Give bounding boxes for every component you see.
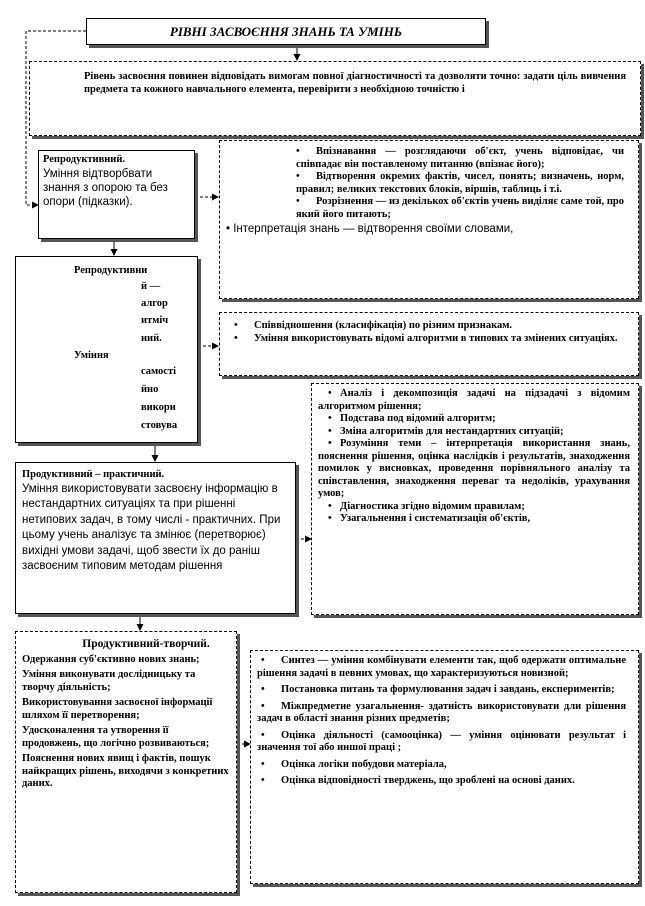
level3-activity-item: • Діагностика згідно відомим правилам; xyxy=(328,500,525,512)
level4-name: Продуктивний-творчий. xyxy=(82,638,210,650)
level2-name-line: алгор xyxy=(141,298,168,309)
level1-activity-item: • Розрізнення — из декількох об'єктів учень виділяє саме той, про який його питають; xyxy=(296,196,624,220)
level3-activity-item: • Подстава под відомий алгоритм; xyxy=(328,413,496,424)
level3-activity-item: • Розуміння теми – інтерпретація використання знань, пояснення рішення, оцінка наслідків і результатів, знаходження помилок у висновках, проведення порівняльного аналізу та співставлення, знаходження переваг та недоліків, урахування умов; xyxy=(318,438,630,499)
level4-activity-item: • Міжпредметне узагальнення- здатність використовувати дли рішення задач в області знання різних предметів; xyxy=(257,700,626,724)
level4-desc-line: Уміння виконувати дослідницьку та творчу діяльність; xyxy=(22,669,196,693)
level4-activity-item: • Оцінка логіки побудови матеріала, xyxy=(261,758,447,770)
intro-box xyxy=(29,61,641,136)
level2-activities-box xyxy=(219,312,639,376)
level4-desc-line: Удосконалення та утворення її продовжень, що логічно розвиваються; xyxy=(22,725,210,749)
level2-activity-item: • Співвідношення (класифікація) по різним признакам. xyxy=(234,320,512,331)
diagram-title: РІВНІ ЗАСВОЄННЯ ЗНАНЬ ТА УМІНЬ xyxy=(86,18,486,45)
intro-text: Рівень засвоєння повинен відповідать вимогам повної діагностичності та дозволяти точно: задати ціль вивчення предмета та кожного навчального елемента, перевірити з необхідною точністю і xyxy=(84,71,626,95)
level2-box xyxy=(15,256,198,443)
level3-activity-item: • Аналіз і декомпозиція задачі на підзадачі з відомим алгоритмом рішення; xyxy=(318,388,630,412)
level4-desc-line: Пояснення нових явищ і фактів, пошук найкращих рішень, виходячи з конкретних даних. xyxy=(22,753,229,789)
level2-name-line: самості xyxy=(141,366,177,377)
level1-box xyxy=(38,150,195,239)
level2-name-line: стовува xyxy=(141,420,178,431)
level2-name-line: Репродуктивни xyxy=(74,265,148,276)
level1-desc: Уміння відтворбвати знання з опорою та без опори (підказки). xyxy=(43,167,168,208)
level2-name-line: йно xyxy=(141,384,159,395)
level2-name-line: ний. xyxy=(141,333,162,344)
level1-interpretation: • Інтерпретація знань — відтворення своїми словами, xyxy=(226,223,514,235)
level3-activities-box xyxy=(311,383,639,615)
level4-activities-box xyxy=(250,650,639,884)
level4-desc-line: Одержання суб'єктивно нових знань; xyxy=(22,653,200,665)
level4-activity-item: • Синтез — уміння комбінувати елементи так, щоб одержати оптимальне рішення задачі в певних умовах, що характеризуються новизной; xyxy=(257,655,626,679)
level1-name: Репродуктивний. xyxy=(43,154,126,165)
level3-activity-item: • Узагальнення і систематизація об'єктів, xyxy=(328,513,531,524)
level2-name-line: Уміння xyxy=(74,350,109,361)
level2-name-line: итміч xyxy=(141,315,169,326)
level3-box xyxy=(15,462,296,614)
level2-name-line: викори xyxy=(141,402,176,413)
level4-desc-line: Використовування засвоєної інформації шляхом її перетворення; xyxy=(22,697,213,721)
level1-activity-item: • Відтворення окремих фактів, чисел, понять; визначень, норм, правил; великих текстових блоків, віршів, таблиць і т.і. xyxy=(296,171,624,195)
level4-box xyxy=(15,631,237,893)
level1-activity-item: • Впізнавання — розглядаючи об'єкт, учень відповідає, чи співпадає він поставленому питанню (впізнає його); xyxy=(296,146,624,170)
level3-activity-item: • Зміна алгоритмів для нестандартних ситуацій; xyxy=(328,425,564,437)
level4-activity-item: • Оцінка відповідності тверджень, що зроблені на основі даних. xyxy=(261,775,575,786)
level2-name-line: й — xyxy=(141,281,161,292)
level4-activity-item: • Оцінка діяльності (самооцінка) — уміння оцінювати результат і значення тої або иншої праці ; xyxy=(257,729,626,753)
level1-activities-box xyxy=(219,140,639,299)
level2-activity-item: • Уміння використовувать відомі алгоритми в типових та змінених ситуаціях. xyxy=(234,332,618,344)
level4-activity-item: • Постановка питань та формулювання задач і завдань, експериментів; xyxy=(261,684,615,695)
level3-name: Продуктивний – практичний. xyxy=(22,469,165,480)
level3-desc: Уміння використовувати засвоєну інформацію в нестандартних ситуаціях та при рішенні нетипових задач, в тому числі - практичних. При цьому учень аналізує та змінює (перетворює) вихідні умови задачі, щоб звести їх до раніш засвоєним типовим методам рішення xyxy=(22,482,281,572)
